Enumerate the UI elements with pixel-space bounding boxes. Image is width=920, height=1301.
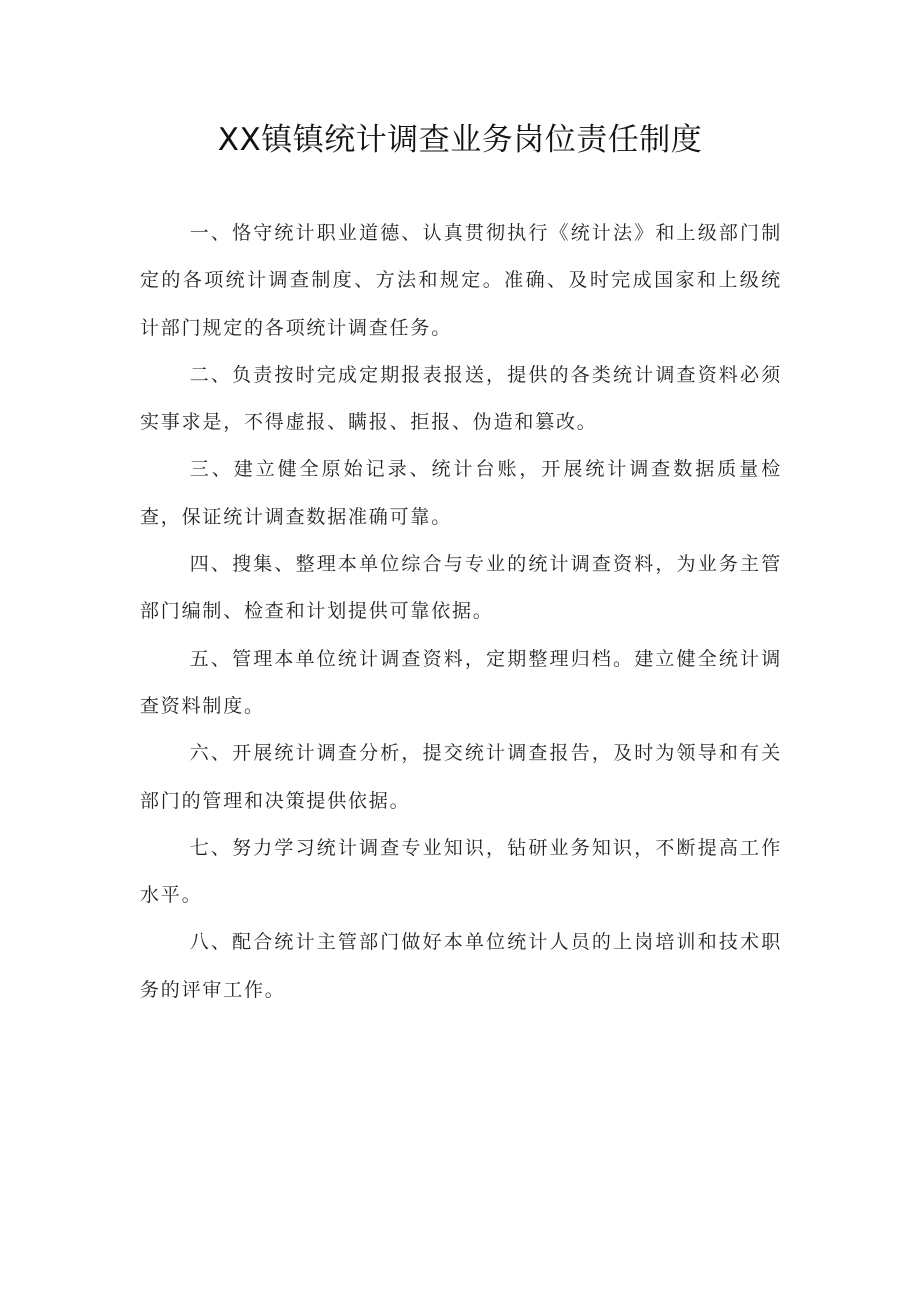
paragraph-6: 六、开展统计调查分析，提交统计调查报告，及时为领导和有关部门的管理和决策提供依据。	[140, 742, 782, 812]
paragraph-5: 五、管理本单位统计调查资料，定期整理归档。建立健全统计调查资料制度。	[140, 647, 782, 717]
paragraph-7: 七、努力学习统计调查专业知识，钻研业务知识，不断提高工作水平。	[140, 836, 782, 907]
paragraph-2: 二、负责按时完成定期报表报送，提供的各类统计调查资料必须实事求是，不得虚报、瞒报、拒报、伪造和篡改。	[140, 363, 782, 434]
paragraph-4: 四、搜集、整理本单位综合与专业的统计调查资料，为业务主管部门编制、检查和计划提供可靠依据。	[140, 553, 782, 623]
document-title: XX镇镇统计调查业务岗位责任制度	[217, 122, 703, 158]
paragraph-3: 三、建立健全原始记录、统计台账，开展统计调查数据质量检查，保证统计调查数据准确可靠。	[140, 458, 782, 528]
paragraph-1: 一、恪守统计职业道德、认真贯彻执行《统计法》和上级部门制定的各项统计调查制度、方法和规定。准确、及时完成国家和上级统计部门规定的各项统计调查任务。	[140, 222, 782, 339]
paragraph-8: 八、配合统计主管部门做好本单位统计人员的上岗培训和技术职务的评审工作。	[140, 931, 782, 1001]
document-body	[140, 210, 782, 1014]
